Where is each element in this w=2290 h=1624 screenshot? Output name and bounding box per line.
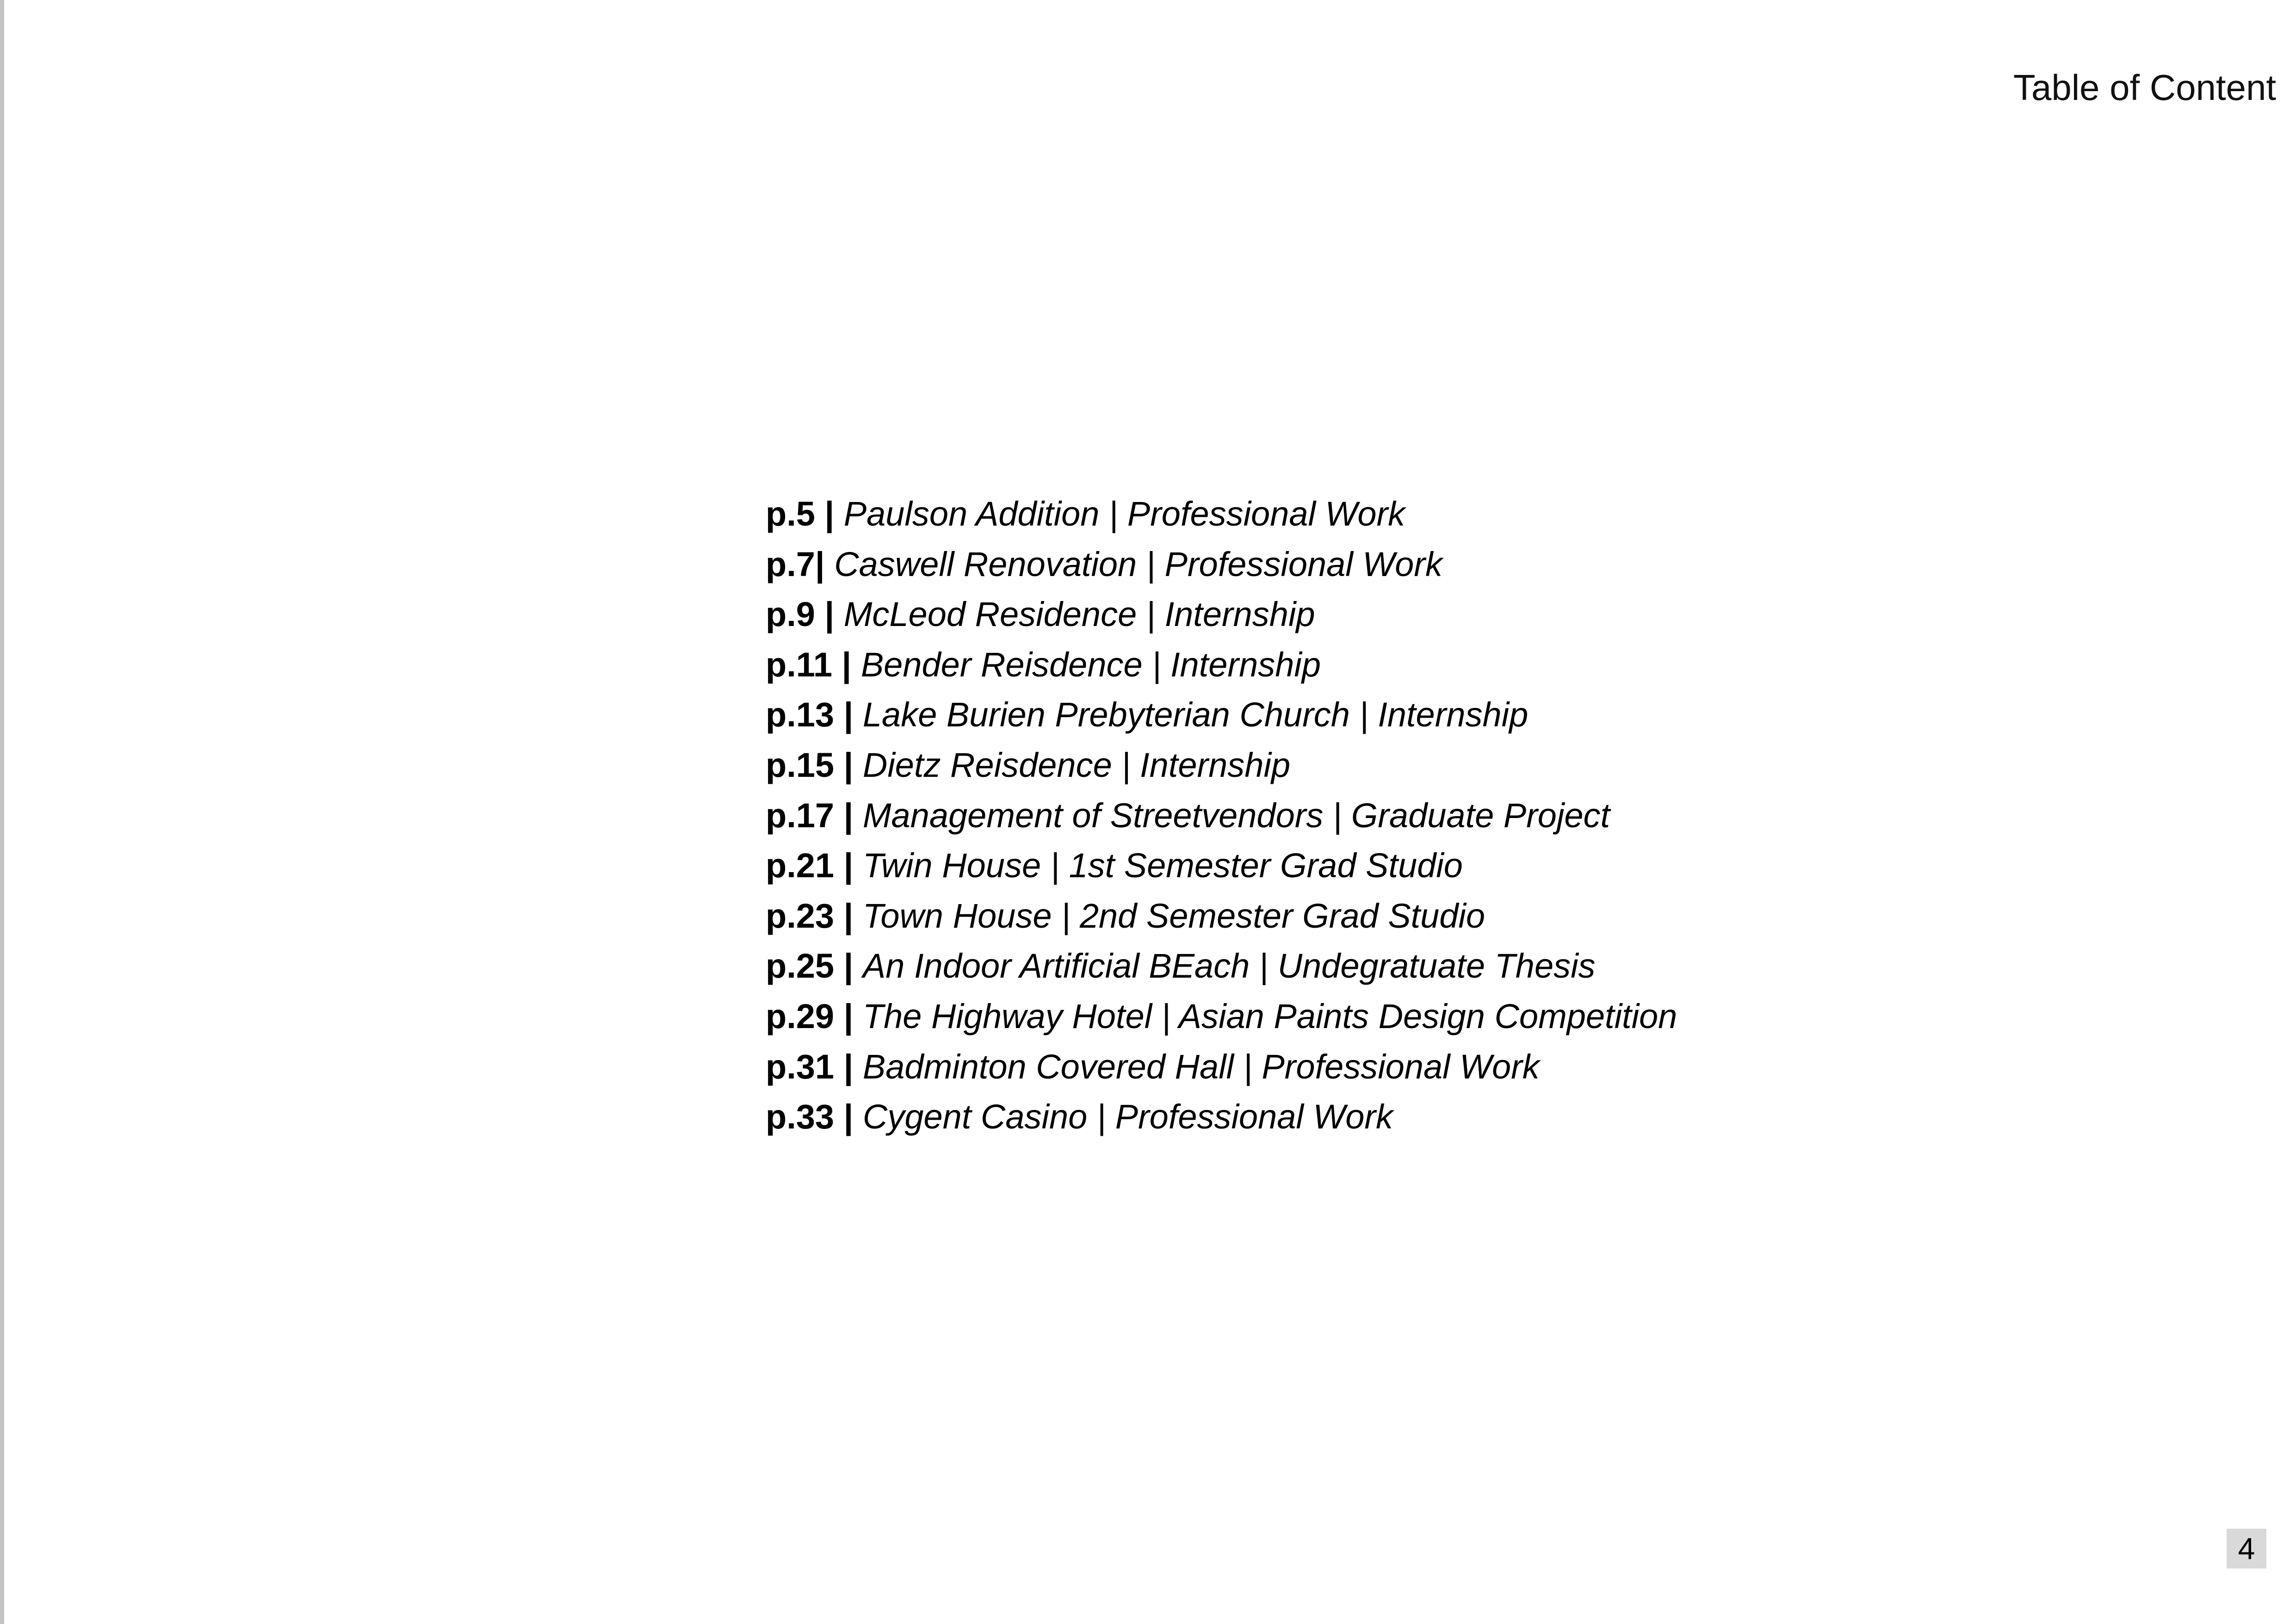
table-of-contents (766, 489, 1677, 1142)
toc-description: An Indoor Artificial BEach | Undegratuate Thesis (862, 947, 1596, 986)
toc-page-ref: p.23 | (766, 896, 863, 935)
toc-entry (766, 841, 1677, 891)
toc-description: The Highway Hotel | Asian Paints Design Competition (862, 997, 1677, 1035)
toc-description: Dietz Reisdence | Internship (862, 745, 1291, 784)
toc-page-ref: p.21 | (766, 846, 863, 885)
toc-entry (766, 941, 1677, 992)
toc-entry (766, 891, 1677, 942)
toc-entry (766, 640, 1677, 690)
toc-description: Management of Streetvendors | Graduate Project (862, 796, 1610, 835)
toc-description: Cygent Casino | Professional Work (862, 1097, 1393, 1136)
toc-entry (766, 740, 1677, 791)
toc-description: McLeod Residence | Internship (843, 595, 1315, 634)
toc-page-ref: p.13 | (766, 695, 863, 734)
toc-entry (766, 489, 1677, 539)
toc-entry (766, 539, 1677, 590)
toc-page-ref: p.11 | (766, 645, 861, 684)
toc-entry (766, 992, 1677, 1042)
left-edge-rule (0, 0, 4, 1624)
toc-entry (766, 791, 1677, 841)
toc-page-ref: p.9 | (766, 595, 844, 634)
page-number-badge: 4 (2227, 1529, 2266, 1568)
toc-entry (766, 589, 1677, 640)
toc-page-ref: p.7| (766, 545, 835, 583)
toc-page-ref: p.15 | (766, 745, 863, 784)
toc-description: Twin House | 1st Semester Grad Studio (862, 846, 1463, 885)
toc-page-ref: p.33 | (766, 1097, 863, 1136)
toc-description: Caswell Renovation | Professional Work (834, 545, 1442, 583)
toc-page-ref: p.25 | (766, 947, 863, 986)
toc-description: Bender Reisdence | Internship (860, 645, 1321, 684)
toc-page-ref: p.29 | (766, 997, 863, 1035)
toc-description: Badminton Covered Hall | Professional Work (862, 1047, 1540, 1086)
toc-entry (766, 1092, 1677, 1142)
toc-page-ref: p.31 | (766, 1047, 863, 1086)
toc-page-ref: p.5 | (766, 495, 844, 533)
toc-entry (766, 690, 1677, 740)
page-title: Table of Content (2013, 67, 2276, 108)
toc-entry (766, 1042, 1677, 1092)
toc-description: Lake Burien Prebyterian Church | Internship (862, 695, 1529, 734)
toc-description: Town House | 2nd Semester Grad Studio (862, 896, 1485, 935)
toc-description: Paulson Addition | Professional Work (843, 495, 1405, 533)
toc-page-ref: p.17 | (766, 796, 863, 835)
